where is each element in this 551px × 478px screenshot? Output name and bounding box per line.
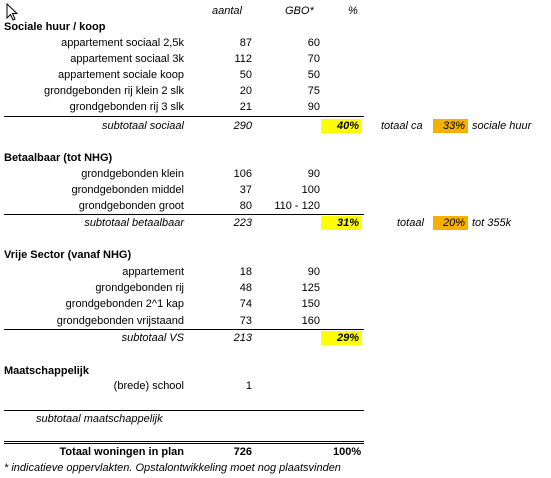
subtotal-pct: 31% [321,216,362,230]
row-aantal: 21 [239,101,252,113]
row-label: grondgebonden rij [95,282,184,294]
note-suffix: sociale huur [472,120,532,132]
row-aantal: 18 [239,266,252,278]
footnote: * indicatieve oppervlakten. Opstalontwikkeling moet nog plaatsvinden [4,462,341,474]
header-aantal: aantal [212,5,242,17]
mouse-cursor-icon [6,3,18,21]
row-aantal: 1 [245,380,252,392]
section-title-betaalbaar: Betaalbaar (tot NHG) [4,152,113,164]
row-gbo: 160 [301,315,320,327]
row-gbo: 100 [301,184,320,196]
row-label: appartement [122,266,184,278]
row-gbo: 75 [307,85,320,97]
row-gbo: 50 [307,69,320,81]
note-pct: 20% [433,216,468,230]
row-aantal: 112 [234,53,252,65]
divider [4,329,364,330]
row-aantal: 20 [239,85,252,97]
row-label: grondgebonden 2^1 kap [65,298,184,310]
subtotal-aantal: 290 [233,120,252,132]
row-label: grondgebonden groot [78,200,184,212]
row-aantal: 73 [239,315,252,327]
subtotal-label: subtotaal sociaal [102,120,184,132]
row-aantal: 87 [239,37,252,49]
divider [4,410,364,411]
row-gbo: 90 [307,168,320,180]
section-title-vrij: Vrije Sector (vanaf NHG) [4,249,132,261]
subtotal-pct: 40% [321,119,362,133]
total-pct: 100% [333,446,362,458]
subtotal-label: subtotaal maatschappelijk [36,413,163,425]
double-divider [4,441,364,444]
total-aantal: 726 [233,446,252,458]
section-title-sociaal: Sociale huur / koop [4,21,106,33]
row-aantal: 37 [239,184,252,196]
total-label: Totaal woningen in plan [59,446,184,458]
subtotal-label: subtotaal betaalbaar [84,217,184,229]
row-label: (brede) school [113,380,184,392]
divider [4,116,364,117]
row-aantal: 106 [233,168,252,180]
header-pct: % [348,5,358,17]
row-gbo: 150 [301,298,320,310]
subtotal-aantal: 213 [233,332,252,344]
row-label: appartement sociaal 2,5k [61,37,184,49]
row-gbo: 90 [307,101,320,113]
row-aantal: 80 [239,200,252,212]
row-gbo: 90 [307,266,320,278]
subtotal-pct: 29% [321,331,362,345]
row-label: grondgebonden middel [71,184,184,196]
note-label: totaal [397,217,424,229]
note-label: totaal ca [381,120,423,132]
row-label: appartement sociaal 3k [70,53,184,65]
divider [4,214,364,215]
row-gbo: 110 - 120 [274,200,320,212]
row-label: appartement sociale koop [58,69,184,81]
row-label: grondgebonden rij 3 slk [69,101,184,113]
section-title-maatschappelijk: Maatschappelijk [4,365,89,377]
subtotal-label: subtotaal VS [121,332,184,344]
row-label: grondgebonden vrijstaand [56,315,184,327]
row-aantal: 50 [239,69,252,81]
row-gbo: 70 [307,53,320,65]
subtotal-aantal: 223 [233,217,252,229]
row-gbo: 125 [301,282,320,294]
header-gbo: GBO* [285,5,314,17]
row-label: grondgebonden klein [81,168,184,180]
row-aantal: 48 [239,282,252,294]
row-aantal: 74 [239,298,252,310]
note-pct: 33% [433,119,468,133]
row-label: grondgebonden rij klein 2 slk [43,85,184,97]
note-suffix: tot 355k [472,217,512,229]
row-gbo: 60 [307,37,320,49]
